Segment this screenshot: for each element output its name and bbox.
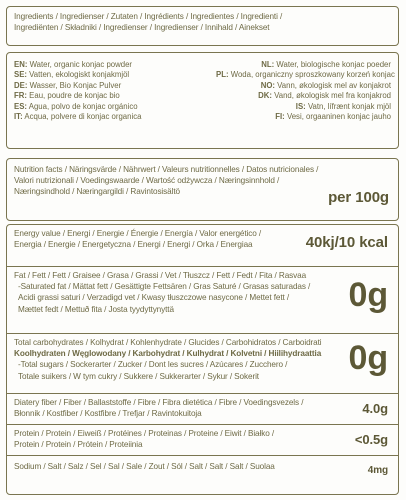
translation-text: Vatten, ekologiskt konjakmjöl: [29, 70, 130, 80]
translation-line: [14, 70, 199, 80]
fat-label: Fat / Fett / Fett / Graisee / Grasa / Grassi / Vet / Tłuszcz / Fett / Fedt / Fita / Rasvaa: [14, 271, 307, 280]
sodium-label: Sodium / Salt / Salz / Sel / Sal / Sale / Zout / Sól / Salt / Salt / Salt / Suolaa: [14, 462, 275, 471]
translation-text: Acqua, polvere di konjac organica: [24, 112, 142, 122]
translation-line: [216, 102, 391, 112]
fat-value: 0g: [348, 276, 388, 314]
ingredients-header-box: [6, 6, 399, 46]
translation-text: Water, biologische konjac poeder: [276, 60, 391, 69]
protein-label-2: Protein / Protein / Prótein / Proteiinia: [14, 440, 143, 450]
translations-right-column: [216, 60, 395, 122]
language-code: PL:: [216, 70, 229, 80]
translation-text: Wasser, Bio Konjac Pulver: [29, 80, 122, 90]
saturated-fat-label-2: Acidi grassi saturi / Verzadigd vet / Kwasy tłuszczowe nasycone / Mettet fett /: [18, 293, 290, 303]
language-code: IT:: [14, 112, 23, 122]
carbohydrates-value: 0g: [348, 339, 388, 377]
translation-text: Vatn, lífrænt konjak mjöl: [307, 101, 391, 111]
energy-value: 40kj/10 kcal: [305, 234, 388, 251]
translation-text: Agua, polvo de konjac orgánico: [28, 101, 138, 111]
saturated-fat-label-3: Mættet fedt / Mettuð fita / Josta tyydyttynyttä: [18, 304, 174, 314]
language-code: FI:: [275, 112, 285, 122]
translation-text: Vesi, orgaaninen konjac jauho: [286, 112, 391, 122]
translation-line: [14, 60, 199, 70]
translation-text: Eau, poudre de konjac bio: [29, 91, 120, 101]
nutrition-facts-header-box: [6, 158, 399, 221]
translation-text: Vand, økologisk mel fra konjakrod: [274, 91, 391, 101]
sodium-value: 4mg: [367, 465, 388, 476]
translation-text: Vann, økologisk mel av konjakrot: [277, 80, 391, 90]
language-code: DE:: [14, 80, 28, 90]
language-code: EN:: [14, 60, 28, 69]
language-code: DK:: [258, 91, 272, 101]
fiber-row: [7, 394, 398, 425]
sugars-label-2: Totale suikers / W tym cukry / Sukkere / Sukkerarter / Sykur / Sokerit: [18, 371, 259, 381]
nutrition-facts-line-1: Nutrition facts / Näringsvärde / Nährwert / Valeurs nutritionnelles / Datos nutricionales /: [14, 165, 319, 174]
translation-line: [14, 91, 199, 101]
translation-line: [216, 81, 391, 91]
saturated-fat-label-1: -Saturated fat / Mättat fett / Gesättigte Fettsären / Gras Saturé / Grasas saturadas /: [18, 282, 311, 292]
translation-line: [216, 70, 395, 80]
energy-label-line-1: Energy value / Energi / Energie / Énergie / Energía / Valor energético /: [14, 229, 262, 238]
fat-row: [7, 267, 398, 334]
ingredients-line-1: Ingredients / Ingredienser / Zutaten / Ingrédients / Ingredientes / Ingredienti /: [14, 12, 283, 21]
translation-line: [14, 112, 199, 122]
sodium-row: [7, 456, 398, 492]
translations-left-column: [14, 60, 199, 122]
translation-line: [216, 60, 391, 70]
sugars-label-1: -Total sugars / Sockerarter / Zucker / Dont les sucres / Azúcares / Zucchero /: [18, 360, 288, 370]
protein-label-1: Protein / Protein / Eiweiß / Protéines / Proteinas / Proteine / Eiwit / Białko /: [14, 429, 275, 438]
fiber-label-1: Diatery fiber / Fiber / Ballaststoffe / Fibre / Fibra dietética / Fibre / Voedingsvezels /: [14, 398, 304, 407]
ingredients-translations-box: [6, 52, 399, 149]
translation-line: [14, 102, 199, 112]
energy-row: [7, 225, 398, 267]
translation-text: Woda, organiczny sproszkowany korzeń konjac: [230, 70, 395, 80]
carbohydrates-label-2: Koolhydraten / Węglowodany / Karbohydrat / Kulhydrat / Kolvetni / Hiilihydraattia: [14, 349, 322, 359]
nutrition-table: [6, 224, 399, 495]
energy-label-line-2: Energia / Energie / Energetyczna / Energi / Energi / Orka / Energiaa: [14, 240, 253, 250]
ingredients-line-2: Ingrediënten / Składniki / Ingredienser / Ingredienser / Innihald / Ainekset: [14, 23, 270, 33]
protein-row: [7, 425, 398, 456]
fiber-label-2: Błonnik / Kostfiber / Kostfibre / Trefjar / Ravintokuitoja: [14, 409, 202, 419]
translation-text: Water, organic konjac powder: [29, 60, 133, 69]
translation-line: [14, 81, 199, 91]
carbohydrates-row: [7, 334, 398, 394]
language-code: NO:: [260, 80, 275, 90]
per-100g-label: per 100g: [328, 189, 389, 206]
language-code: SE:: [14, 70, 27, 80]
carbohydrates-label-1: Total carbohydrates / Kolhydrat / Kohlenhydrate / Glucides / Carbohidratos / Carboidrati: [14, 338, 322, 347]
fiber-value: 4.0g: [362, 401, 388, 416]
language-code: ES:: [14, 101, 27, 111]
protein-value: <0.5g: [354, 432, 388, 447]
nutrition-facts-line-2: Valori nutrizionali / Voedingswaarde / Wartość odżywcza / Næringsinnhold /: [14, 176, 280, 186]
translation-line: [216, 91, 391, 101]
translation-line: [216, 112, 391, 122]
language-code: FR:: [14, 91, 27, 101]
language-code: NL:: [261, 60, 275, 69]
nutrition-facts-line-3: Næringsindhold / Næringargildi / Ravintosisältö: [14, 187, 180, 197]
language-code: IS:: [295, 101, 306, 111]
